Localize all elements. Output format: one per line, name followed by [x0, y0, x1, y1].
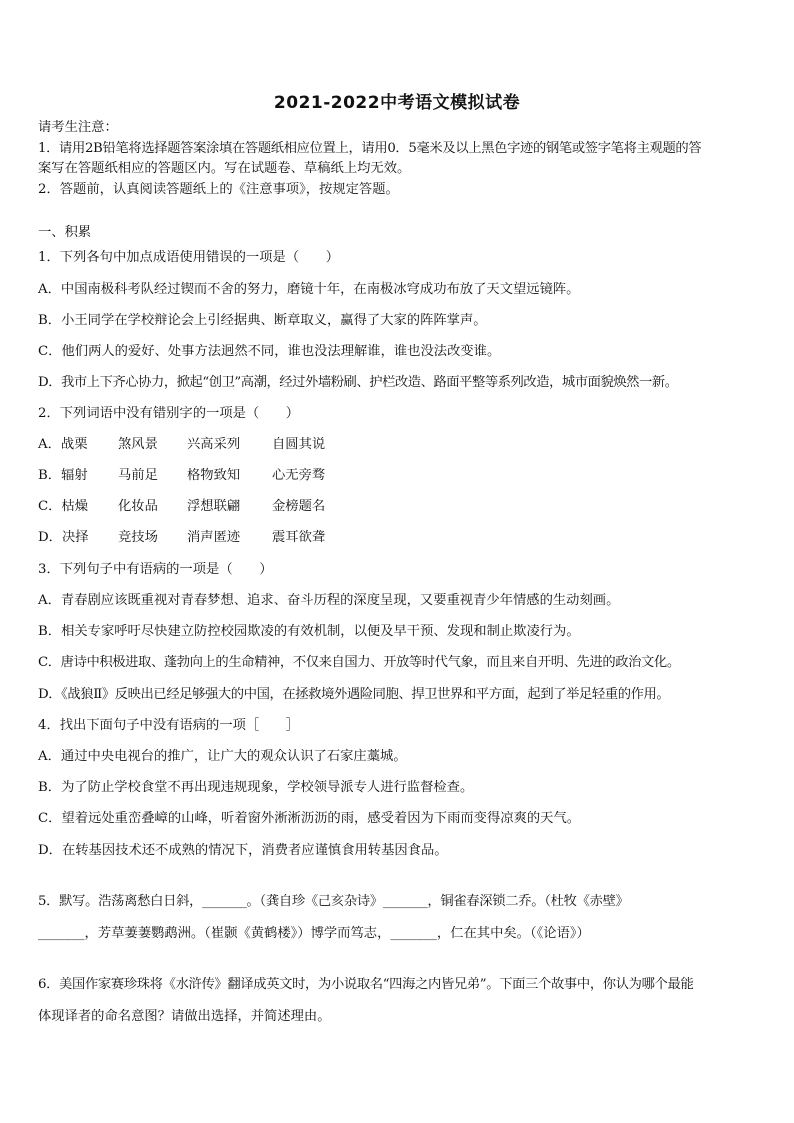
notice-item-1-cont: 案写在答题纸相应的答题区内。写在试题卷、草稿纸上均无效。: [38, 161, 411, 176]
section-heading: 一、积累: [38, 225, 92, 240]
q3-option-a: A．青春剧应该既重视对青春梦想、追求、奋斗历程的深度呈现，又要重视青少年情感的生动刻画。: [38, 593, 620, 608]
q6-line-2: 体现译者的命名意图？请做出选择，并简述理由。: [38, 1009, 331, 1024]
q2-word: 竞技场: [118, 530, 158, 545]
q2-stem: 2．下列词语中没有错别字的一项是（ ）: [38, 406, 300, 421]
q1-option-a: A．中国南极科考队经过锲而不舍的努力，磨镜十年，在南极冰穹成功布放了天文望远镜阵。: [38, 282, 580, 297]
q2-word: 自圆其说: [272, 437, 326, 452]
q3-stem: 3．下列句子中有语病的一项是（ ）: [38, 562, 273, 577]
q1-stem: 1．下列各句中加点成语使用错误的一项是（ ）: [38, 250, 339, 265]
q2-word: 兴高采列: [187, 437, 241, 452]
q4-option-a: A．通过中央电视台的推广，让广大的观众认识了石家庄藁城。: [38, 749, 407, 764]
q2-word: 震耳欲聋: [272, 530, 326, 545]
q2-word: 化妆品: [118, 499, 158, 514]
notice-item-2: 2．答题前，认真阅读答题纸上的《注意事项》，按规定答题。: [38, 182, 399, 197]
q4-option-c: C．望着远处重峦叠嶂的山峰，听着窗外淅淅沥沥的雨，感受着因为下雨而变得凉爽的天气。: [38, 811, 581, 826]
q2-word: C．枯燥: [38, 499, 89, 514]
q1-option-d: D．我市上下齐心协力，掀起“创卫”高潮，经过外墙粉刷、护栏改造、路面平整等系列改造，城市面貌焕然一新。: [38, 375, 678, 390]
q2-word: D．决择: [38, 530, 89, 545]
q5-line-1: 5．默写。浩荡离愁白日斜，_______。（龚自珍《己亥杂诗》_______，铜雀春深锁二乔。（杜牧《赤壁》: [38, 894, 629, 909]
q3-option-c: C．唐诗中积极进取、蓬勃向上的生命精神，不仅来自国力、开放等时代气象，而且来自开明、先进的政治文化。: [38, 655, 680, 670]
q4-stem: 4．找出下面句子中没有语病的一项［ ］: [38, 718, 300, 733]
q2-word: A．战栗: [38, 437, 88, 452]
q2-word: 格物致知: [187, 468, 241, 483]
q4-option-d: D．在转基因技术还不成熟的情况下，消费者应谨慎食用转基因食品。: [38, 843, 448, 858]
notice-heading: 请考生注意：: [38, 120, 118, 135]
q2-word: 马前足: [118, 468, 158, 483]
q5-line-2: _______，芳草萋萋鹦鹉洲。（崔颢《黄鹤楼》）博学而笃志，_______，仁在其中矣。（《论语》）: [38, 926, 590, 941]
page-title: 2021-2022中考语文模拟试卷: [273, 93, 521, 113]
q4-option-b: B．为了防止学校食堂不再出现违规现象，学校领导派专人进行监督检查。: [38, 780, 474, 795]
q6-line-1: 6．美国作家赛珍珠将《水浒传》翻译成英文时，为小说取名“四海之内皆兄弟”。下面三个故事中，你认为哪个最能: [38, 977, 694, 992]
q1-option-b: B．小王同学在学校辩论会上引经据典、断章取义，赢得了大家的阵阵掌声。: [38, 313, 487, 328]
q2-word: 消声匿迹: [187, 530, 241, 545]
q2-word: B．辐射: [38, 468, 88, 483]
notice-item-1: 1．请用2B铅笔将选择题答案涂填在答题纸相应位置上，请用0．5毫米及以上黑色字迹的钢笔或签字笔将主观题的答: [38, 141, 702, 156]
q3-option-d: D．《战狼Ⅱ》反映出已经足够强大的中国，在拯救境外遇险同胞、捍卫世界和平方面，起到了举足轻重的作用。: [38, 687, 670, 702]
q2-word: 心无旁骛: [272, 468, 326, 483]
q2-word: 浮想联翩: [187, 499, 241, 514]
q2-word: 煞风景: [118, 437, 158, 452]
q3-option-b: B．相关专家呼吁尽快建立防控校园欺凌的有效机制，以便及早干预、发现和制止欺凌行为。: [38, 624, 580, 639]
q1-option-c: C．他们两人的爱好、处事方法迥然不同，谁也没法理解谁，谁也没法改变谁。: [38, 344, 501, 359]
q2-word: 金榜题名: [272, 499, 326, 514]
